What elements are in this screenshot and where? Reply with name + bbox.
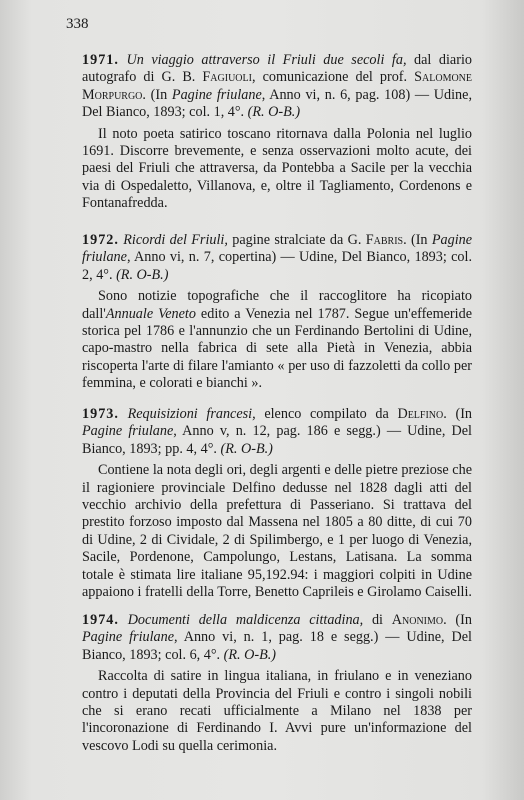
entry-1972 xyxy=(82,232,472,393)
page-number: 338 xyxy=(66,16,89,32)
entry-author: Anonimo xyxy=(391,612,444,628)
entry-number: 1971. xyxy=(82,52,119,68)
entry-body: Raccolta di satire in lingua italiana, in friulano e in veneziano contro i deputati della Provincia del Friuli e contro i singoli nobili che si erano recati ufficialmente a Milano nel 1838 per l'incoronazione di Ferdinando I. Avvi pure un'informazione del vescovo Lodi su quella cerimonia. xyxy=(82,668,472,754)
entry-body: Contiene la nota degli ori, degli argenti e delle pietre preziose che il ragioniere provinciale Delfino dedusse nel 1828 dagli atti del vecchio archivio della prefettura di Passeriano. Si trattava del prestito forzoso imposto dal Massena nel 1805 a 80 ditte, di cui 70 di Udine, 2 di Cividale, 2 di Spilimbergo, e 1 per luogo di Venezia, Sacile, Pordenone, Campolungo, Lestans, Latisana. La somma totale è stimata lire italiane 95,192.94: i maggiori colpiti in Udine appaiono i fratelli della Torre, Benetto Caprileis e Girolamo Caiselli. xyxy=(82,462,472,601)
entry-1971 xyxy=(82,52,472,213)
entry-journal: Pagine friulane xyxy=(82,423,174,440)
entry-1973 xyxy=(82,406,472,601)
entry-author: Fabris xyxy=(365,232,404,248)
entry-title: Ricordi del Friuli, xyxy=(123,232,228,248)
entry-heading: 1971. Un viaggio attraverso il Friuli due secoli fa, dal diario autografo di G. B. Fagiuoli, comunicazione del prof. Salomone Morpurgo. (In Pagine friulane, Anno vi, n. 6, pag. 108) — Udine, Del Bianco, 1893; col. 1, 4°. (R. O-B.) xyxy=(82,52,473,121)
entry-journal: Pagine friulane xyxy=(82,232,473,266)
entry-author: Fagiuoli xyxy=(202,69,252,86)
entry-number: 1974. xyxy=(82,612,119,628)
entry-sigla: (R. O-B.) xyxy=(220,440,273,457)
entry-journal: Pagine friulane xyxy=(171,86,262,103)
entry-heading: 1974. Documenti della maldicenza cittadina, di Anonimo. (In Pagine friulane, Anno vi, n. 1, pag. 18 e segg.) — Udine, Del Bianco, 1893; col. 6, 4°. (R. O-B.) xyxy=(82,612,472,663)
entry-body: Il noto poeta satirico toscano ritornava dalla Polonia nel luglio 1691. Discorre brevemente, e senza osservazioni molto acute, dei paesi del Friuli che attraversa, da Pontebba a Sacile per la vecchia via di Ospedaletto, Villanova, e, oltre il Tagliamento, Cordenons e Fontanafredda. xyxy=(82,125,472,212)
entry-journal: Pagine friulane xyxy=(82,629,175,646)
entry-sigla: (R. O-B.) xyxy=(247,104,301,121)
entry-heading: 1973. Requisizioni francesi, elenco compilato da Delfino. (In Pagine friulane, Anno v, n. 12, pag. 186 e segg.) — Udine, Del Bianco, 1893; pp. 4, 4°. (R. O-B.) xyxy=(82,406,473,457)
entry-title: Un viaggio attraverso il Friuli due secoli fa, xyxy=(126,52,407,68)
entry-title: Documenti della maldicenza cittadina, xyxy=(127,612,364,628)
entry-author: Delfino xyxy=(397,406,444,422)
entry-number: 1972. xyxy=(82,232,119,248)
entry-1974 xyxy=(82,612,472,755)
entry-body: Sono notizie topografiche che il raccoglitore ha ricopiato dall'Annuale Veneto edito a Venezia nel 1787. Segue un'effemeride storica pel 1786 e l'annunzio che un Ferdinando Bertolini di Udine, capo-mastro nella fabrica di sete alla Pietà in Venezia, abbia riscoperta l'arte di filare l'amianto « per uso di fazzoletti da collo per femmina, e colorati e bianchi ». xyxy=(82,288,472,392)
entry-author: Salomone Morpurgo xyxy=(82,69,473,103)
entry-heading: 1972. Ricordi del Friuli, pagine stralciate da G. Fabris. (In Pagine friulane, Anno vi, n. 7, copertina) — Udine, Del Bianco, 1893; col. 2, 4°. (R. O-B.) xyxy=(82,232,473,283)
entry-sigla: (R. O-B.) xyxy=(116,266,169,283)
entry-number: 1973. xyxy=(82,406,119,422)
entry-sigla: (R. O-B.) xyxy=(223,646,277,663)
entry-title: Requisizioni francesi, xyxy=(127,406,256,422)
